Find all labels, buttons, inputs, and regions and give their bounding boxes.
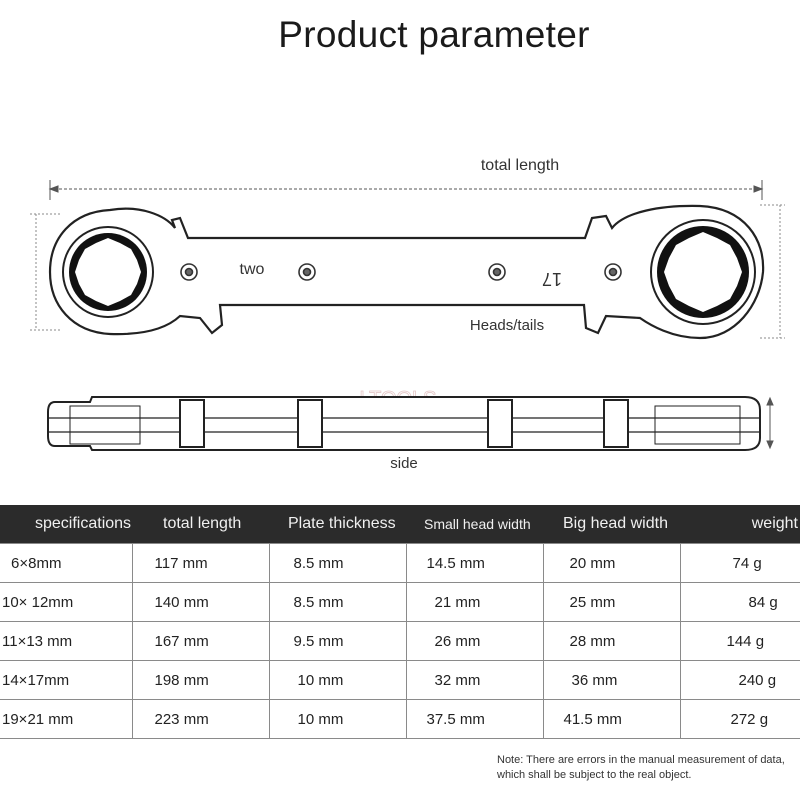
cell-weight: 84 g — [680, 583, 800, 622]
cell-total-length: 198 mm — [132, 661, 269, 700]
total-length-dimension — [50, 180, 762, 200]
table-row — [0, 700, 800, 739]
table-row — [0, 661, 800, 700]
cell-weight: 74 g — [680, 544, 800, 583]
header-total-length: total length — [132, 505, 269, 544]
table-row — [0, 622, 800, 661]
cell-total-length: 167 mm — [132, 622, 269, 661]
cell-small-head: 37.5 mm — [406, 700, 543, 739]
cell-total-length: 117 mm — [132, 544, 269, 583]
cell-small-head: 21 mm — [406, 583, 543, 622]
cell-spec: 19×21 mm — [0, 700, 132, 739]
header-small-head-width: Small head width — [406, 505, 543, 544]
cell-big-head: 41.5 mm — [543, 700, 680, 739]
cell-big-head: 25 mm — [543, 583, 680, 622]
cell-total-length: 223 mm — [132, 700, 269, 739]
cell-plate-thickness: 9.5 mm — [269, 622, 406, 661]
heads-tails-label: Heads/tails — [469, 317, 545, 334]
thickness-dimension — [767, 398, 773, 448]
measurement-note: Note: There are errors in the manual measurement of data, which shall be subject to the real object. — [497, 754, 785, 781]
cell-plate-thickness: 10 mm — [269, 700, 406, 739]
small-ratchet-head — [63, 227, 153, 317]
cell-weight: 240 g — [680, 661, 800, 700]
cell-weight: 144 g — [680, 622, 800, 661]
table-header-row — [0, 505, 800, 544]
header-specifications: specifications — [0, 505, 132, 544]
cell-big-head: 20 mm — [543, 544, 680, 583]
cell-plate-thickness: 8.5 mm — [269, 544, 406, 583]
cell-big-head: 36 mm — [543, 661, 680, 700]
size-mark: 17 — [541, 269, 563, 289]
header-big-head-width: Big head width — [543, 505, 680, 544]
cell-spec: 14×17mm — [0, 661, 132, 700]
cell-small-head: 32 mm — [406, 661, 543, 700]
cell-weight: 272 g — [680, 700, 800, 739]
page-title: Product parameter — [278, 14, 590, 55]
cell-big-head: 28 mm — [543, 622, 680, 661]
table-row — [0, 583, 800, 622]
cell-small-head: 14.5 mm — [406, 544, 543, 583]
wrench-side-view — [48, 397, 760, 450]
table-row — [0, 544, 800, 583]
total-length-label: total length — [480, 157, 560, 174]
cell-spec: 10× 12mm — [0, 583, 132, 622]
side-label: side — [390, 455, 418, 472]
header-plate-thickness: Plate thickness — [269, 505, 406, 544]
cell-small-head: 26 mm — [406, 622, 543, 661]
cell-spec: 6×8mm — [0, 544, 132, 583]
two-label: two — [239, 261, 265, 278]
big-ratchet-head — [651, 220, 755, 324]
cell-total-length: 140 mm — [132, 583, 269, 622]
spec-table — [0, 505, 800, 739]
cell-spec: 11×13 mm — [0, 622, 132, 661]
header-weight: weight — [680, 505, 800, 544]
cell-plate-thickness: 10 mm — [269, 661, 406, 700]
cell-plate-thickness: 8.5 mm — [269, 583, 406, 622]
